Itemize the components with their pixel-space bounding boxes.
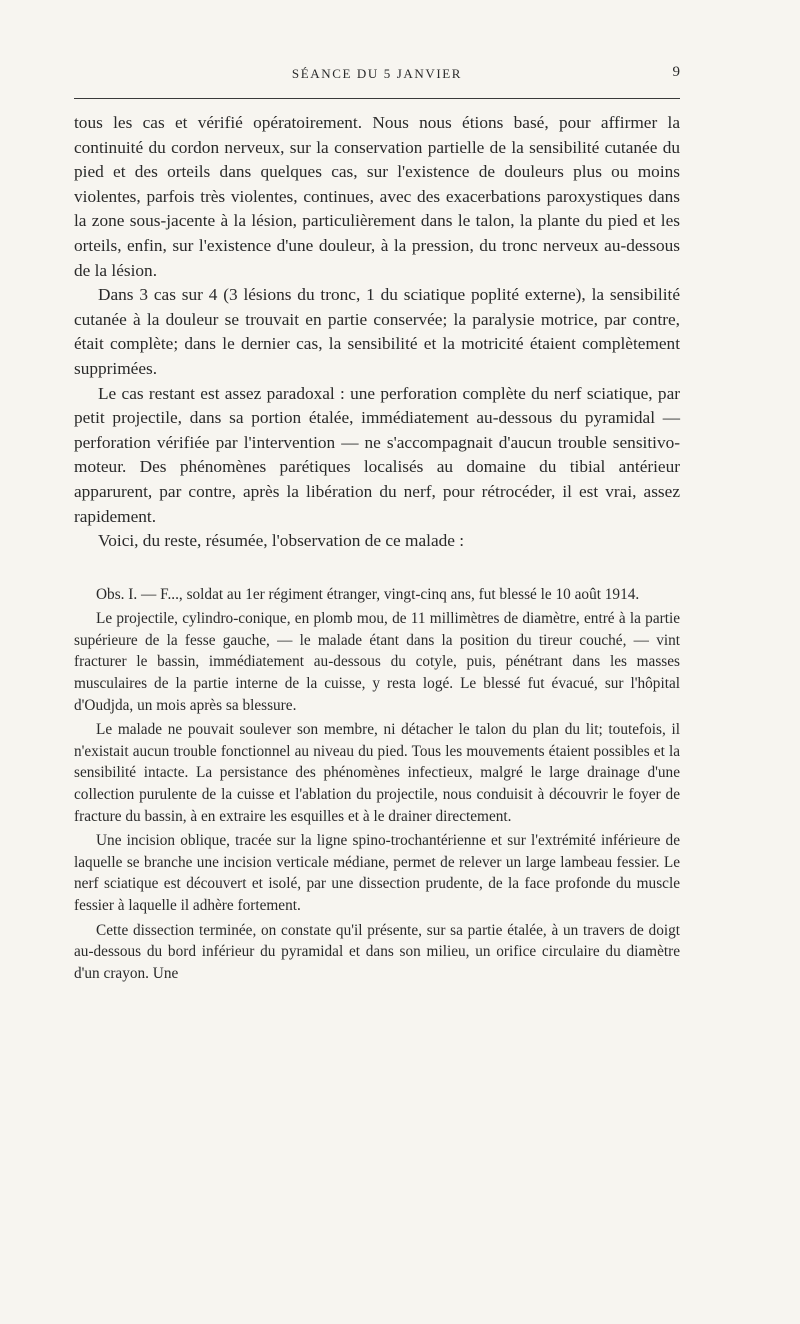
running-title: SÉANCE DU 5 JANVIER	[291, 66, 463, 81]
body-paragraph: tous les cas et vérifié opératoirement. Nous nous étions basé, pour affirmer la continuité du cordon nerveux, sur la conservation partielle de la sensibilité cutanée du pied et des orteils dans quelques cas, sur l'existence de douleurs plus ou moins violentes, parfois très violentes, continues, avec des exacerbations paroxystiques dans la zone sous-jacente à la lésion, particulièrement dans le talon, la plante du pied et les orteils, enfin, sur l'existence d'une douleur, à la pression, du tronc nerveux au-dessous de la lésion.	[74, 113, 680, 280]
observation-paragraph: Une incision oblique, tracée sur la ligne spino-trochantérienne et sur l'extrémité inférieure de laquelle se branche une incision verticale médiane, permet de relever un large lambeau fessier. Le nerf sciatique est découvert et isolé, par une dissection prudente, de la face profonde du muscle fessier à laquelle il adhère fortement.	[74, 832, 680, 914]
observation-heading-paragraph: Obs. I. — F..., soldat au 1er régiment étranger, vingt-cinq ans, fut blessé le 10 août 1914.	[96, 585, 640, 603]
book-page	[74, 62, 680, 984]
body-paragraph: Le cas restant est assez paradoxal : une perforation complète du nerf sciatique, par petit projectile, dans sa portion étalée, immédiatement au-dessous du pyramidal — perforation vérifiée par l'intervention — ne s'accompagnait d'aucun trouble sensitivo-moteur. Des phénomènes parétiques localisés au domaine du tibial antérieur apparurent, par contre, après la libération du nerf, pour rétrocéder, il est vrai, assez rapidement.	[74, 383, 680, 526]
main-text	[74, 111, 680, 554]
observation-paragraph: Le projectile, cylindro-conique, en plomb mou, de 11 millimètres de diamètre, entré à la partie supérieure de la fesse gauche, — le malade étant dans la position du tireur couché, — vint fracturer le bassin, immédiatement au-dessous du cotyle, puis, pénétrant dans les masses musculaires de la partie interne de la cuisse, y resta logé. Le blessé fut évacué, sur l'hôpital d'Oudjda, un mois après sa blessure.	[74, 610, 680, 714]
observation-paragraph: Cette dissection terminée, on constate qu'il présente, sur sa partie étalée, à un travers de doigt au-dessous du bord inférieur du pyramidal et dans son milieu, un orifice circulaire du diamètre d'un crayon. Une	[74, 921, 680, 982]
page-number: 9	[672, 64, 680, 80]
body-paragraph: Dans 3 cas sur 4 (3 lésions du tronc, 1 du sciatique poplité externe), la sensibilité cutanée à la douleur se trouvait en partie conservée; la paralysie motrice, par contre, était complète; dans le dernier cas, la sensibilité et la motricité étaient complètement supprimées.	[74, 285, 680, 378]
observation-block	[74, 584, 680, 985]
body-paragraph: Voici, du reste, résumée, l'observation de ce malade :	[98, 531, 465, 551]
header-rule	[74, 98, 680, 99]
observation-paragraph: Le malade ne pouvait soulever son membre, ni détacher le talon du plan du lit; toutefois, il n'existait aucun trouble fonctionnel au niveau du pied. Tous les mouvements étaient possibles et la sensibilité intacte. La persistance des phénomènes infectieux, malgré le large drainage d'une collection purulente de la cuisse et l'ablation du projectile, nous conduisit à découvrir le foyer de fracture du bassin, à en extraire les esquilles et à le drainer directement.	[74, 721, 680, 825]
running-header	[74, 62, 680, 88]
